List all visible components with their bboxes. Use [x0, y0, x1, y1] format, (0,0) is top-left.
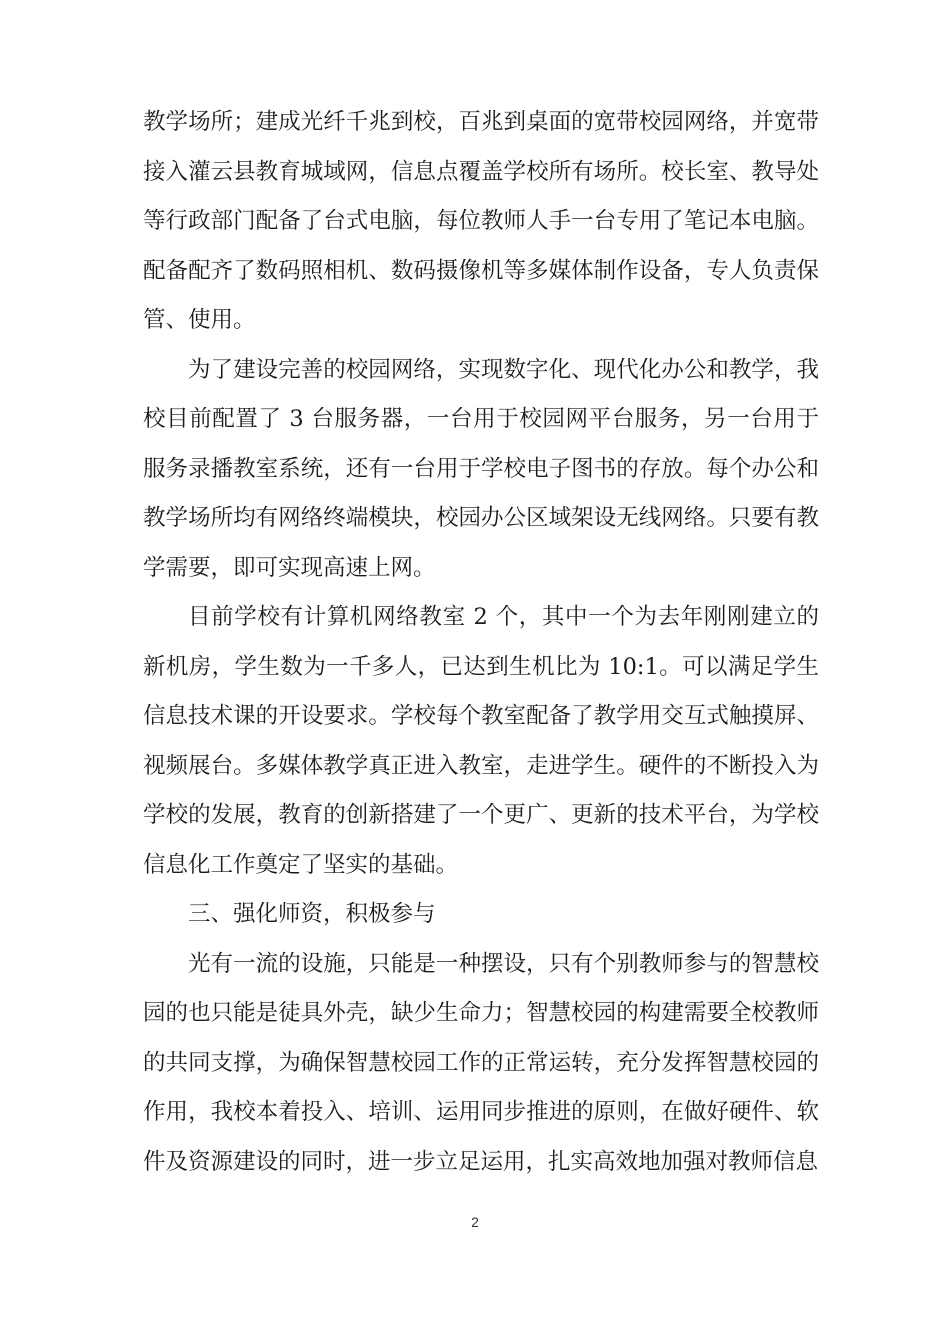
document-body: [143, 98, 819, 1187]
paragraph-network-servers: 为了建设完善的校园网络，实现数字化、现代化办公和教学，我校目前配置了 3 台服务器，一台用于校园网平台服务，另一台用于服务录播教室系统，还有一台用于学校电子图书的存放。每个办公和教学场所均有网络终端模块，校园办公区域架设无线网络。只要有教学需要，即可实现高速上网。: [143, 356, 819, 581]
paragraph-continued: 教学场所；建成光纤千兆到校，百兆到桌面的宽带校园网络，并宽带接入灌云县教育城域网，信息点覆盖学校所有场所。校长室、教导处等行政部门配备了台式电脑，每位教师人手一台专用了笔记本电脑。配备配齐了数码照相机、数码摄像机等多媒体制作设备，专人负责保管、使用。: [143, 109, 819, 333]
paragraph-teacher-training: 光有一流的设施，只能是一种摆设，只有个别教师参与的智慧校园的也只能是徒具外壳，缺少生命力；智慧校园的构建需要全校教师的共同支撑，为确保智慧校园工作的正常运转，充分发挥智慧校园的作用，我校本着投入、培训、运用同步推进的原则，在做好硬件、软件及资源建设的同时，进一步立足运用，扎实高效地加强对教师信息: [143, 950, 819, 1175]
page-number: 2: [471, 1214, 479, 1230]
section-heading: 三、强化师资，积极参与: [188, 901, 436, 927]
paragraph-computer-labs: 目前学校有计算机网络教室 2 个，其中一个为去年刚刚建立的新机房，学生数为一千多人，已达到生机比为 10:1。可以满足学生信息技术课的开设要求。学校每个教室配备了教学用交互式触摸屏、视频展台。多媒体教学真正进入教室，走进学生。硬件的不断投入为学校的发展，教育的创新搭建了一个更广、更新的技术平台，为学校信息化工作奠定了坚实的基础。: [143, 604, 819, 878]
